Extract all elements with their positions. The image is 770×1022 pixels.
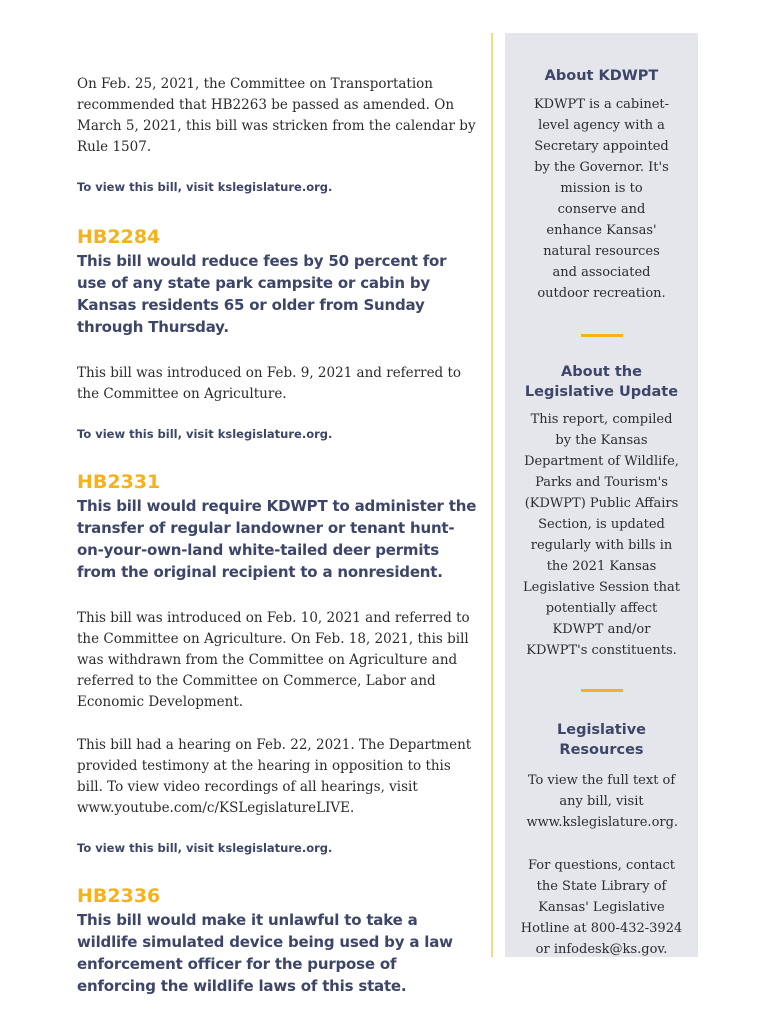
bill-code: HB2284 [77, 226, 161, 248]
sidebar [505, 33, 698, 957]
bill-paragraph: This bill was introduced on Feb. 10, 2021 and referred to the Committee on Agriculture. On Feb. 18, 2021, this bill was withdrawn from the Committee on Agriculture and referred to the Committee on Commerce, Labor and Economic Development. [77, 610, 470, 710]
bill-code: HB2331 [77, 471, 161, 493]
bill-code: HB2336 [77, 885, 161, 907]
legislative-resources-section [505, 692, 698, 960]
view-bill-link[interactable]: To view this bill, visit kslegislature.org. [77, 427, 333, 441]
main-column [77, 74, 477, 1022]
section-heading: Legislative Resources [557, 722, 646, 758]
bill-title: This bill would require KDWPT to administer the transfer of regular landowner or tenant hunt-on-your-own-land white-tailed deer permits from the original recipient to a nonresident. [77, 497, 477, 581]
view-bill-link[interactable]: To view this bill, visit kslegislature.org. [77, 841, 333, 855]
bill-hb2284 [77, 226, 477, 441]
about-update-section [505, 337, 698, 661]
bill-paragraph: This bill had a hearing on Feb. 22, 2021. The Department provided testimony at the hearing in opposition to this bill. To view video recordings of all hearings, visit www.youtube.com/c/KSLegislatureLIVE. [77, 737, 472, 816]
bill-hb2331 [77, 471, 477, 855]
section-body: To view the full text of any bill, visit www.kslegislature.org. [526, 773, 679, 830]
column-divider [491, 33, 493, 957]
section-body: For questions, contact the State Library of Kansas' Legislative Hotline at 800-432-3924 or infodesk@ks.gov. [520, 858, 683, 957]
bill-title: This bill would reduce fees by 50 percent for use of any state park campsite or cabin by Kansas residents 65 or older from Sunday through Thursday. [77, 252, 447, 336]
bill-title: This bill would make it unlawful to take a wildlife simulated device being used by a law enforcement officer for the purpose of enforcing the wildlife laws of this state. [77, 911, 453, 995]
section-body: This report, compiled by the Kansas Department of Wildlife, Parks and Tourism's (KDWPT) Public Affairs Section, is updated regularly with bills in the 2021 Kansas Legislative Session that potentially affect KDWPT and/or KDWPT's constituents. [523, 412, 680, 658]
intro-paragraph: On Feb. 25, 2021, the Committee on Transportation recommended that HB2263 be passed as amended. On March 5, 2021, this bill was stricken from the calendar by Rule 1507. [77, 76, 476, 155]
about-kdwpt-section [505, 33, 698, 304]
bill-hb2336 [77, 885, 477, 997]
bill-paragraph: This bill was introduced on Feb. 9, 2021 and referred to the Committee on Agriculture. [77, 365, 462, 402]
section-heading: About KDWPT [544, 68, 659, 84]
section-heading: About the Legislative Update [524, 364, 679, 400]
view-bill-link[interactable]: To view this bill, visit kslegislature.org. [77, 180, 333, 194]
section-body: KDWPT is a cabinet-level agency with a Secretary appointed by the Governor. It's mission is to conserve and enhance Kansas' natural resources and associated outdoor recreation. [533, 97, 670, 301]
